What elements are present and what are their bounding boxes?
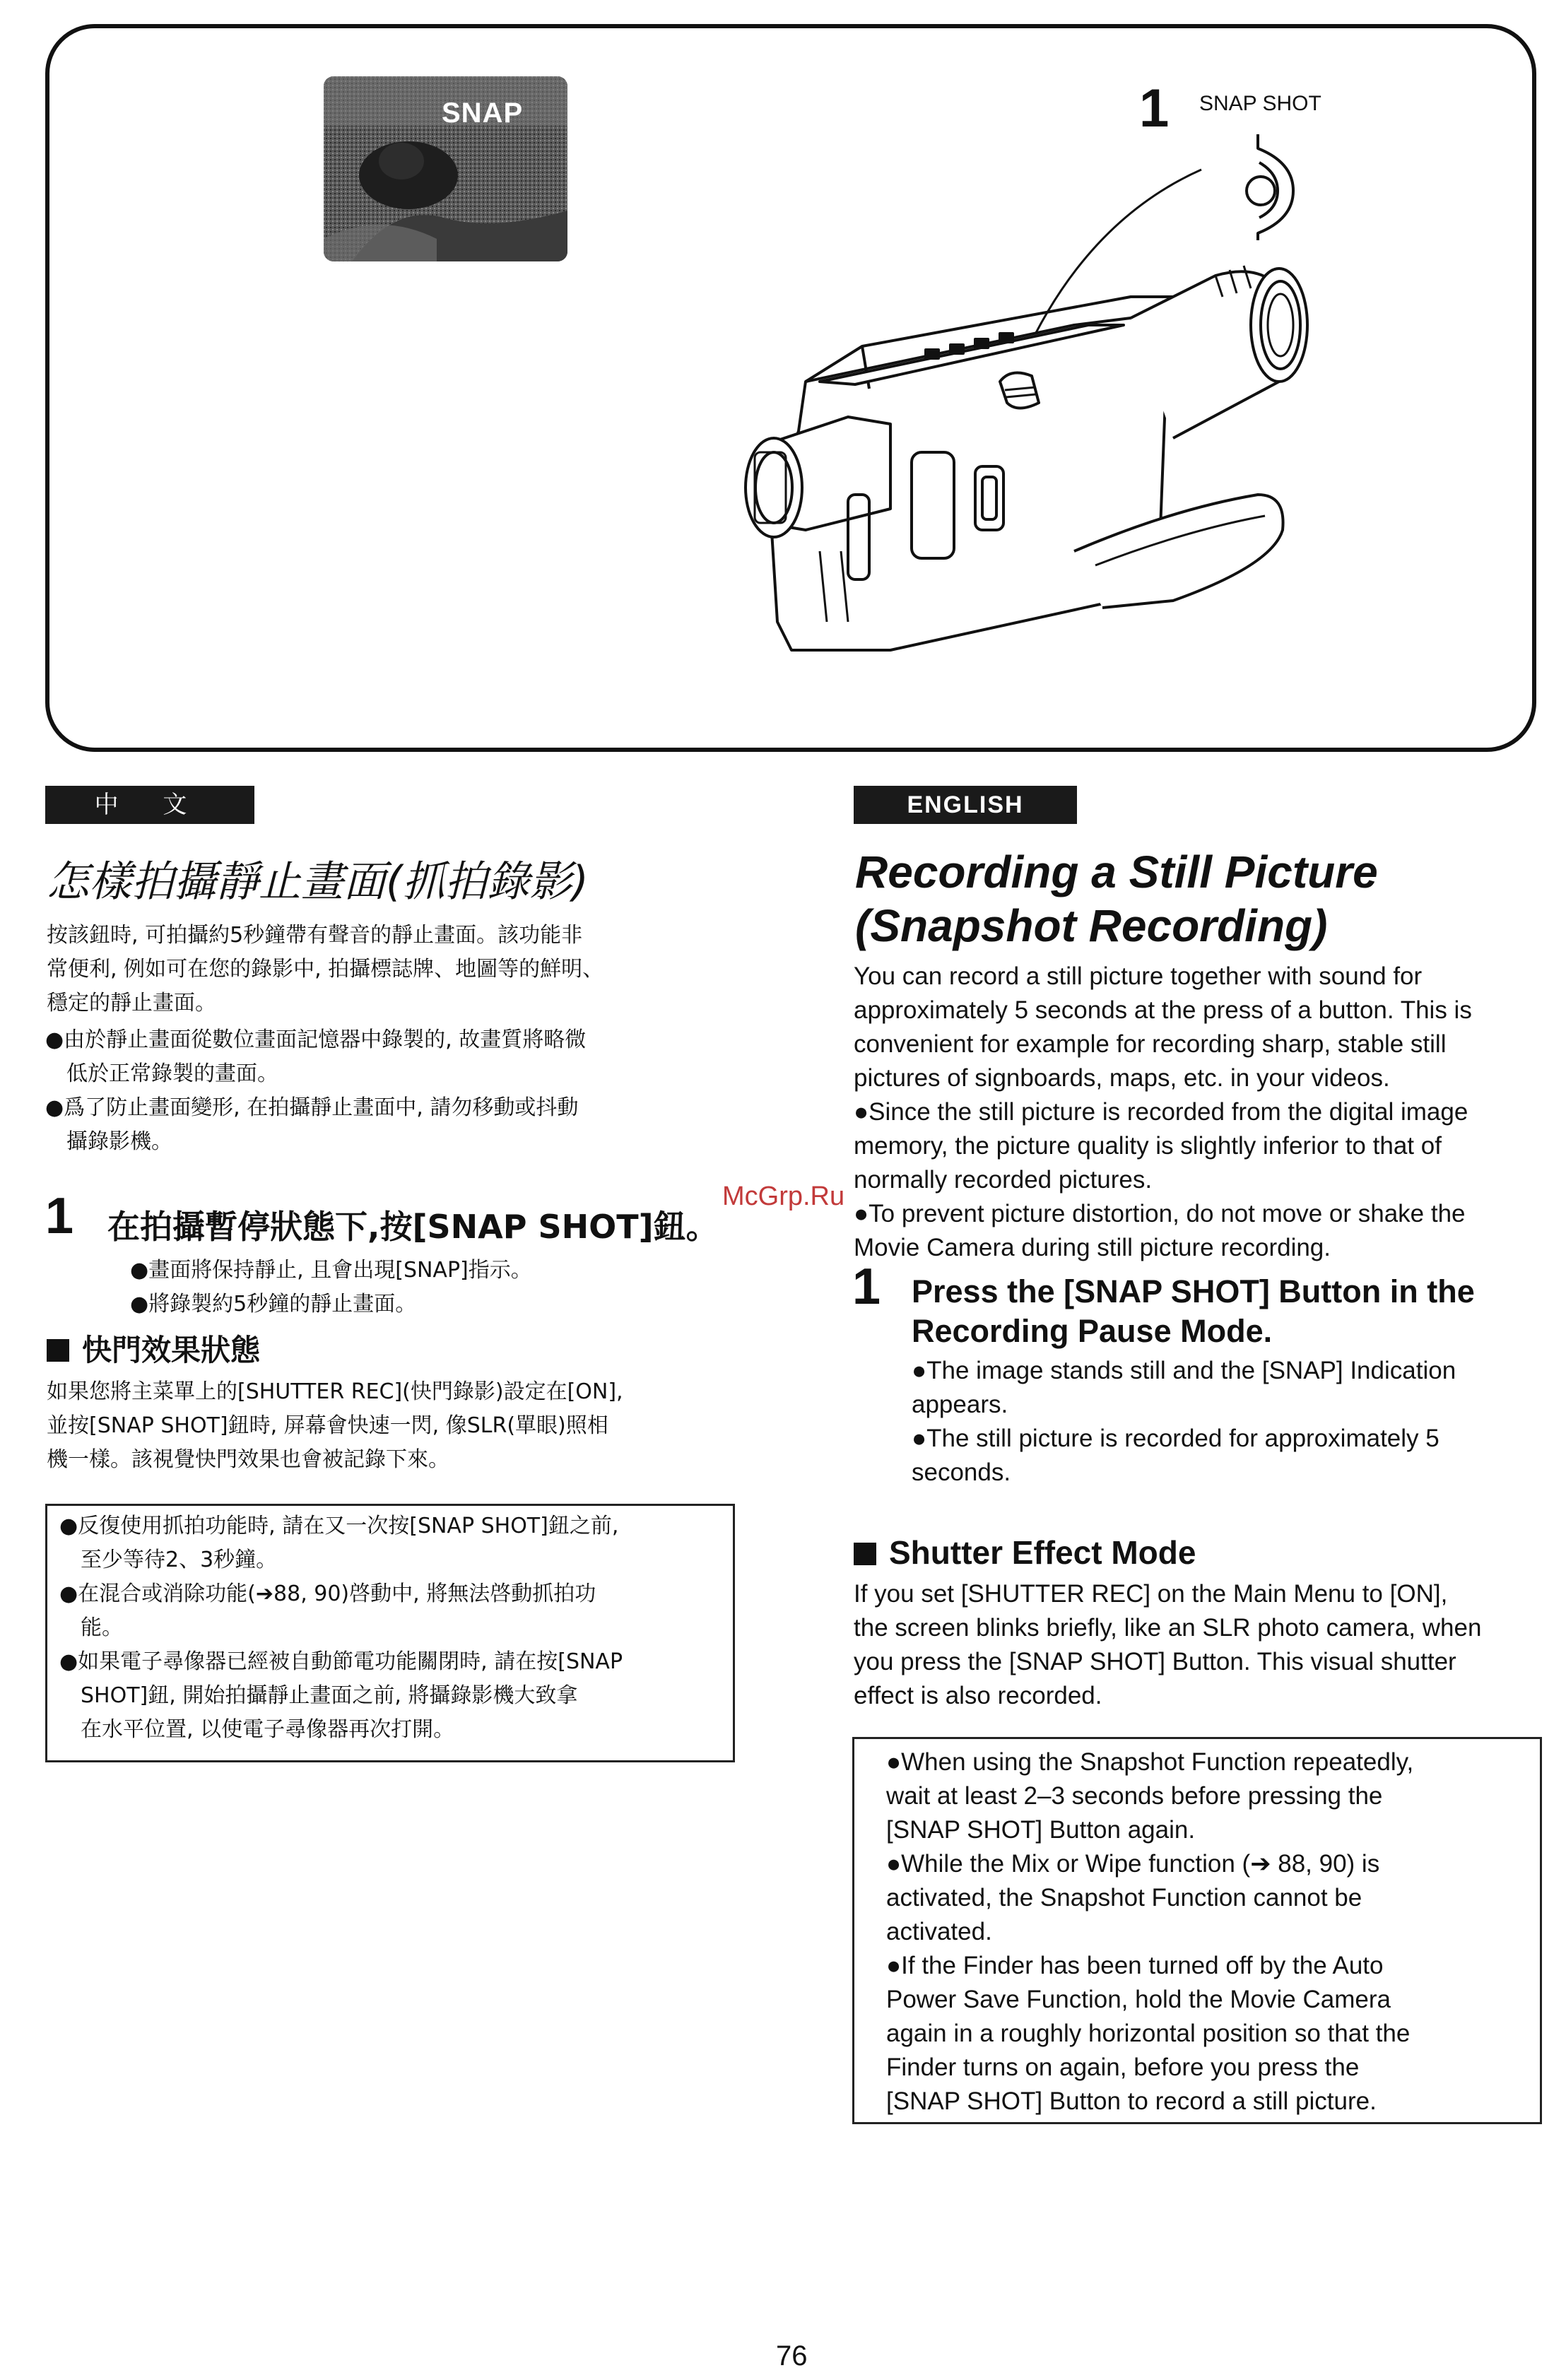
english-note-line: activated, the Snapshot Function cannot be (886, 1884, 1362, 1911)
heading-square-icon (854, 1543, 876, 1565)
chinese-note-line: ●在混合或消除功能(➔88, 90)啓動中, 將無法啓動抓拍功 (59, 1581, 596, 1606)
english-notes (886, 1745, 1413, 2119)
english-title-line: Recording a Still Picture (855, 847, 1378, 897)
chinese-intro-line: 常便利, 例如可在您的錄影中, 拍攝標誌牌、地圖等的鮮明、 (47, 957, 604, 982)
chinese-shutter-line: 機一樣。該視覺快門效果也會被記錄下來。 (47, 1447, 449, 1472)
english-step-bullet: ●The image stands still and the [SNAP] Indication (912, 1357, 1456, 1384)
chinese-shutter-heading (47, 1327, 260, 1369)
english-title (855, 845, 1378, 953)
english-shutter-line: effect is also recorded. (854, 1682, 1102, 1709)
english-shutter-text (854, 1577, 1481, 1713)
english-step-instruction (912, 1272, 1475, 1351)
english-note-line: ●While the Mix or Wipe function (➔ 88, 90) is (886, 1850, 1380, 1878)
english-note-line: [SNAP SHOT] Button again. (886, 1816, 1196, 1844)
watermark: McGrp.Ru (722, 1182, 845, 1211)
chinese-title: 怎樣拍攝靜止畫面(抓拍錄影) (47, 857, 589, 907)
callout-number: 1 (1139, 78, 1170, 139)
english-bullet-line: ●To prevent picture distortion, do not move or shake the (854, 1200, 1466, 1227)
chinese-step-bullet: ●將錄製約5秒鐘的靜止畫面。 (130, 1292, 417, 1316)
chinese-intro-line: 穩定的靜止畫面。 (47, 991, 216, 1015)
english-bullet-line: memory, the picture quality is slightly inferior to that of (854, 1132, 1442, 1160)
english-shutter-heading (854, 1533, 1196, 1572)
english-intro-line: You can record a still picture together with sound for (854, 962, 1423, 990)
chinese-shutter-line: 並按[SNAP SHOT]鈕時, 屏幕會快速一閃, 像SLR(單眼)照相 (47, 1413, 608, 1438)
chinese-step-instruction: 在拍攝暫停狀態下,按[SNAP SHOT]鈕。 (107, 1208, 719, 1246)
english-intro-line: approximately 5 seconds at the press of a button. This is (854, 996, 1472, 1024)
english-note-line: Finder turns on again, before you press the (886, 2054, 1360, 2081)
english-step-line: Recording Pause Mode. (912, 1313, 1273, 1349)
english-note-line: ●If the Finder has been turned off by the Auto (886, 1952, 1384, 1979)
english-shutter-line: you press the [SNAP SHOT] Button. This visual shutter (854, 1648, 1456, 1675)
english-shutter-line: If you set [SHUTTER REC] on the Main Menu to [ON], (854, 1580, 1448, 1608)
english-note-line: [SNAP SHOT] Button to record a still picture. (886, 2087, 1377, 2115)
chinese-bullet-line: ●由於靜止畫面從數位畫面記憶器中錄製的, 故畫質將略微 (45, 1027, 587, 1052)
english-step-bullet: ●The still picture is recorded for approximately 5 (912, 1425, 1440, 1452)
chinese-shutter-heading-text: 快門效果狀態 (82, 1333, 261, 1367)
chinese-step-number: 1 (45, 1188, 74, 1244)
english-bullet-line: Movie Camera during still picture recording. (854, 1234, 1331, 1261)
english-note-line: activated. (886, 1918, 992, 1945)
chinese-intro-line: 按該鈕時, 可拍攝約5秒鐘帶有聲音的靜止畫面。該功能非 (47, 923, 583, 948)
chinese-step-bullet: ●畫面將保持靜止, 且會出現[SNAP]指示。 (130, 1258, 532, 1283)
chinese-note-line: 能。 (59, 1615, 123, 1640)
chinese-bullet-line: 低於正常錄製的畫面。 (45, 1061, 278, 1086)
chinese-step-bullets (130, 1254, 532, 1321)
movie-camera-illustration (678, 113, 1385, 721)
snap-indication-label: SNAP (442, 98, 524, 129)
english-bullets (854, 1095, 1468, 1265)
english-step-number: 1 (852, 1259, 881, 1315)
chinese-section-label: 中 文 (45, 786, 254, 824)
chinese-shutter-line: 如果您將主菜單上的[SHUTTER REC](快門錄影)設定在[ON], (47, 1379, 623, 1404)
english-bullet-line: ●Since the still picture is recorded from the digital image (854, 1098, 1468, 1126)
english-note-line: ●When using the Snapshot Function repeatedly, (886, 1748, 1414, 1776)
english-bullet-line: normally recorded pictures. (854, 1166, 1153, 1194)
english-intro-line: pictures of signboards, maps, etc. in your videos. (854, 1064, 1390, 1092)
english-step-line: Press the [SNAP SHOT] Button in the (912, 1273, 1475, 1309)
english-note-line: again in a roughly horizontal position so that the (886, 2020, 1411, 2047)
english-intro-line: convenient for example for recording sharp, stable still (854, 1030, 1447, 1058)
chinese-bullets (45, 1023, 586, 1159)
chinese-notes (59, 1509, 623, 1747)
chinese-bullet-line: ●爲了防止畫面變形, 在拍攝靜止畫面中, 請勿移動或抖動 (45, 1095, 579, 1120)
chinese-note-line: ●如果電子尋像器已經被自動節電功能關閉時, 請在按[SNAP (59, 1649, 623, 1674)
chinese-intro (47, 919, 604, 1020)
english-step-bullets (912, 1354, 1456, 1490)
heading-square-icon (47, 1339, 69, 1362)
snap-shot-callout-label: SNAP SHOT (1199, 92, 1321, 115)
chinese-bullet-line: 攝錄影機。 (45, 1129, 172, 1154)
english-note-line: wait at least 2–3 seconds before pressing the (886, 1782, 1383, 1810)
english-step-bullet: appears. (912, 1391, 1008, 1418)
chinese-note-line: ●反復使用抓拍功能時, 請在又一次按[SNAP SHOT]鈕之前, (59, 1514, 619, 1538)
english-intro (854, 960, 1472, 1095)
chinese-shutter-text (47, 1375, 623, 1477)
english-shutter-heading-text: Shutter Effect Mode (889, 1534, 1196, 1571)
chinese-note-line: 在水平位置, 以使電子尋像器再次打開。 (59, 1717, 455, 1742)
english-step-bullet: seconds. (912, 1459, 1011, 1486)
english-note-line: Power Save Function, hold the Movie Camera (886, 1986, 1391, 2013)
chinese-note-line: SHOT]鈕, 開始拍攝靜止畫面之前, 將攝錄影機大致拿 (59, 1683, 578, 1708)
english-title-line: (Snapshot Recording) (855, 900, 1328, 951)
chinese-note-line: 至少等待2、3秒鐘。 (59, 1548, 278, 1572)
page-number: 76 (776, 2340, 808, 2372)
english-shutter-line: the screen blinks briefly, like an SLR photo camera, when (854, 1614, 1482, 1642)
english-section-label: ENGLISH (854, 786, 1077, 824)
